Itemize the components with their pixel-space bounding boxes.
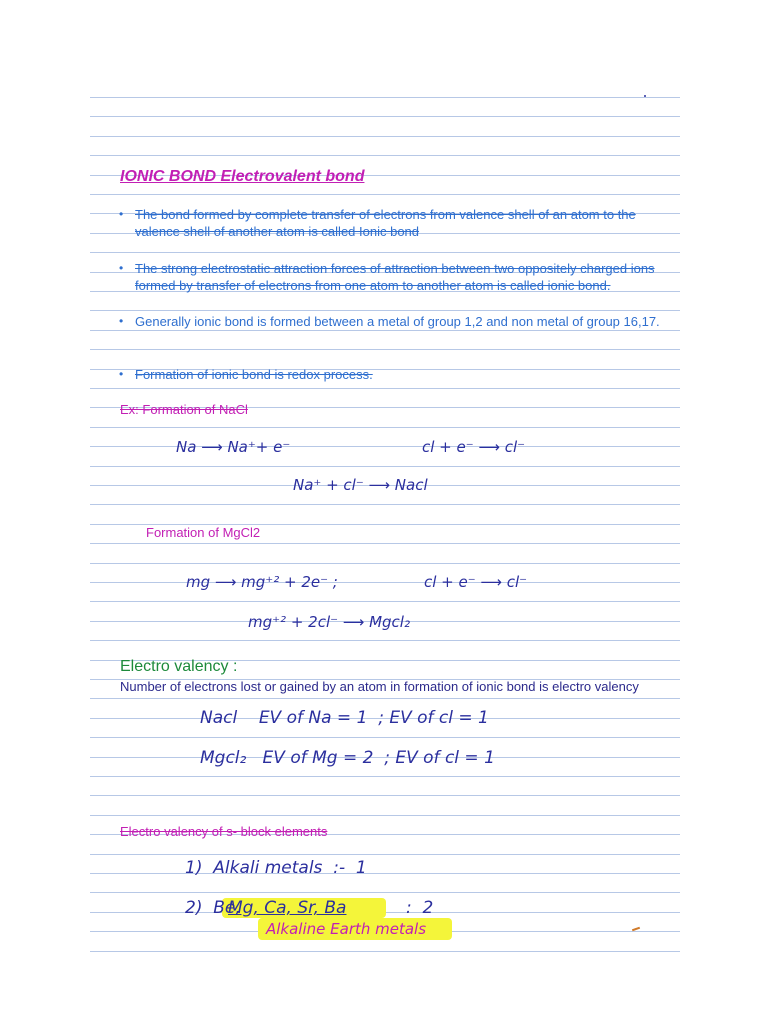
handwritten-equation: mg ⟶ mg⁺² + 2e⁻ ; [186,573,338,591]
handwritten-label: Alkaline Earth metals [266,920,427,938]
ruled-line [90,873,680,874]
formation-mgcl2-heading: Formation of MgCl2 [146,525,261,540]
bullet-marker: • [119,314,124,328]
ruled-line [90,951,680,952]
ruled-line [90,330,680,331]
ruled-line [90,698,680,699]
bullet-marker: • [119,367,124,381]
ruled-line [90,194,680,195]
ruled-line [90,504,680,505]
handwritten-equation: mg⁺² + 2cl⁻ ⟶ Mgcl₂ [248,613,410,631]
ruled-line [90,388,680,389]
bullet-marker: • [119,261,124,275]
handwritten-list-item: : 2 [406,898,434,918]
bullet-item [119,206,684,240]
bullet-item [119,260,684,294]
ruled-line [90,776,680,777]
ruled-line [90,892,680,893]
ruled-line [90,640,680,641]
handwritten-ev-row: Nacl EV of Na = 1 ; EV of cl = 1 [200,708,489,728]
handwritten-equation: Na ⟶ Na⁺+ e⁻ [176,438,291,456]
ruled-line [90,252,680,253]
handwritten-equation: cl + e⁻ ⟶ cl⁻ [424,573,528,591]
bullet-text: Generally ionic bond is formed between a metal of group 1,2 and non metal of group 16,17. [135,314,660,329]
handwritten-list-item: 2) Be, [185,898,241,918]
example-nacl-heading: Ex: Formation of NaCl [120,402,248,417]
bullet-text: The bond formed by complete transfer of electrons from valence shell of an atom to the valence shell of another atom is called Ionic bond [135,207,636,239]
ruled-line [90,543,680,544]
ruled-line [90,155,680,156]
handwritten-equation: cl + e⁻ ⟶ cl⁻ [422,438,526,456]
bullet-marker: • [119,207,124,221]
bullet-text: Formation of ionic bond is redox process. [135,367,373,382]
ruled-line [90,563,680,564]
bullet-item [119,366,684,383]
ruled-line [90,582,680,583]
ruled-line [90,427,680,428]
ruled-line [90,601,680,602]
ruled-line [90,795,680,796]
ruled-line [90,737,680,738]
sblock-heading: Electro valency of s- block elements [120,824,328,839]
page-title: IONIC BOND Electrovalent bond [120,168,365,185]
ruled-line [90,815,680,816]
ruled-line [90,466,680,467]
ruled-line [90,116,680,117]
ruled-line [90,349,680,350]
ruled-lines [90,0,680,1024]
ruled-line [90,97,680,98]
handwritten-list-item: 1) Alkali metals :- 1 [185,858,367,878]
handwritten-highlighted-text: Mg, Ca, Sr, Ba [228,898,347,918]
ink-dot-mark [644,95,646,97]
ruled-line [90,310,680,311]
electro-valency-heading: Electro valency : [120,658,238,675]
ruled-line [90,136,680,137]
bullet-text: The strong electrostatic attraction forces of attraction between two oppositely charged ions formed by transfer of electrons from one atom to another atom is called ionic bond. [135,261,655,293]
ruled-line [90,854,680,855]
bullet-item [119,313,684,330]
handwritten-equation: Na⁺ + cl⁻ ⟶ Nacl [293,476,428,494]
electro-valency-definition: Number of electrons lost or gained by an atom in formation of ionic bond is electro valency [120,679,639,694]
handwritten-ev-row: Mgcl₂ EV of Mg = 2 ; EV of cl = 1 [200,748,495,768]
